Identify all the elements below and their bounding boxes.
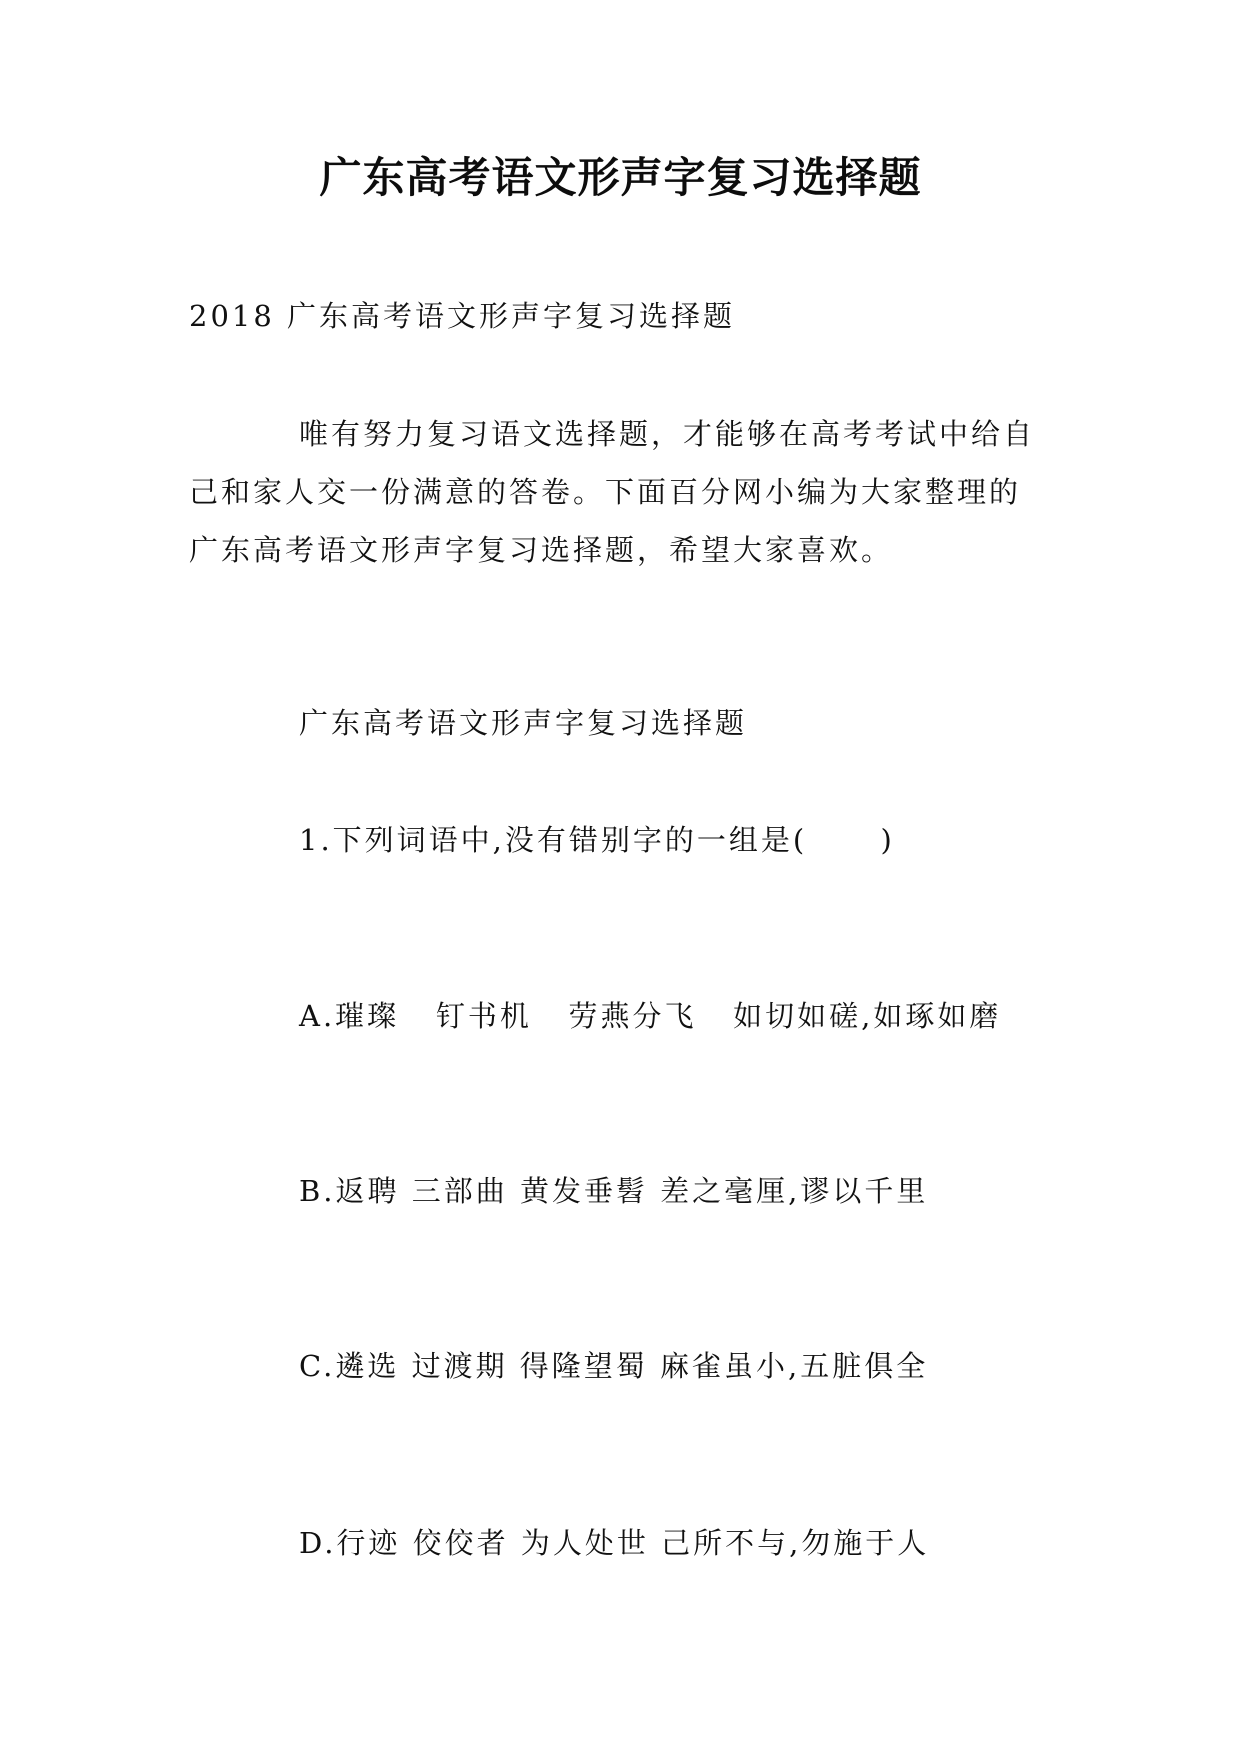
answer-option-b: B.返聘 三部曲 黄发垂髫 差之毫厘,谬以千里	[299, 1174, 929, 1208]
intro-line-1: 唯有努力复习语文选择题，才能够在高考考试中给自	[299, 417, 1036, 451]
document-subtitle: 2018 广东高考语文形声字复习选择题	[189, 299, 736, 333]
question-text: 1.下列词语中,没有错别字的一组是( )	[299, 823, 895, 857]
section-heading: 广东高考语文形声字复习选择题	[299, 706, 748, 740]
document-title: 广东高考语文形声字复习选择题	[319, 153, 922, 202]
answer-option-d: D.行迹 佼佼者 为人处世 己所不与,勿施于人	[299, 1526, 930, 1560]
answer-option-a: A.璀璨 钉书机 劳燕分飞 如切如磋,如琢如磨	[299, 999, 1002, 1033]
intro-line-2: 己和家人交一份满意的答卷。下面百分网小编为大家整理的	[189, 475, 1022, 509]
answer-option-c: C.遴选 过渡期 得隆望蜀 麻雀虽小,五脏俱全	[299, 1349, 929, 1383]
intro-paragraph	[189, 405, 1059, 579]
intro-line-3: 广东高考语文形声字复习选择题，希望大家喜欢。	[189, 533, 894, 567]
